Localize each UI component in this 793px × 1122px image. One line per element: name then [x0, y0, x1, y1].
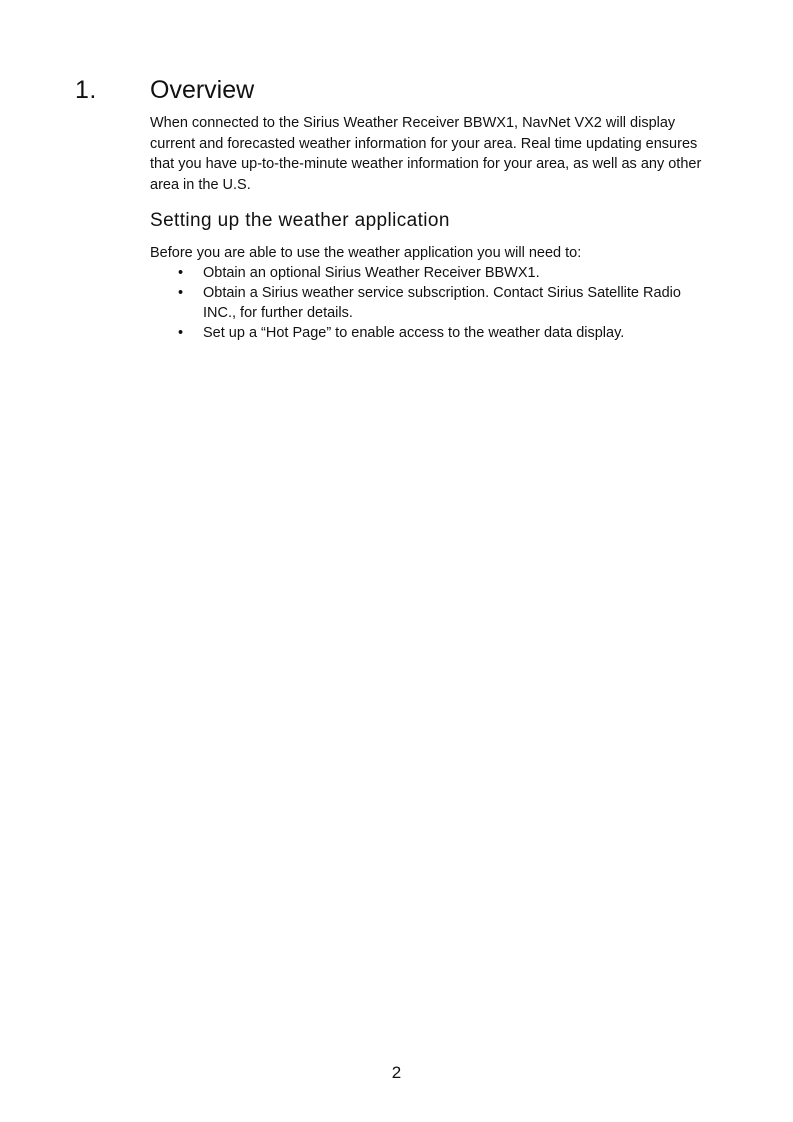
- page-number: 2: [391, 1063, 402, 1082]
- bullet-icon: •: [178, 325, 184, 341]
- requirements-list: [150, 263, 710, 343]
- subsection-title: Setting up the weather application: [150, 210, 450, 231]
- list-item-text: Obtain a Sirius weather service subscription. Contact Sirius Satellite Radio INC., for further details.: [203, 285, 681, 321]
- list-item-text: Obtain an optional Sirius Weather Receiver BBWX1.: [203, 265, 540, 281]
- section-title: Overview: [150, 76, 255, 104]
- list-item: [150, 283, 710, 323]
- section-number: 1.: [75, 76, 97, 104]
- list-item-text: Set up a “Hot Page” to enable access to the weather data display.: [203, 325, 625, 341]
- list-item: [150, 263, 710, 283]
- intro-paragraph: When connected to the Sirius Weather Receiver BBWX1, NavNet VX2 will display current and forecasted weather information for your area. Real time updating ensures that you have up-to-the-minute weather information for your area, as well as any other area in the U.S.: [150, 115, 702, 193]
- bullet-icon: •: [178, 285, 184, 301]
- list-item: [150, 323, 710, 343]
- lead-paragraph: Before you are able to use the weather application you will need to:: [150, 245, 582, 261]
- bullet-icon: •: [178, 265, 184, 281]
